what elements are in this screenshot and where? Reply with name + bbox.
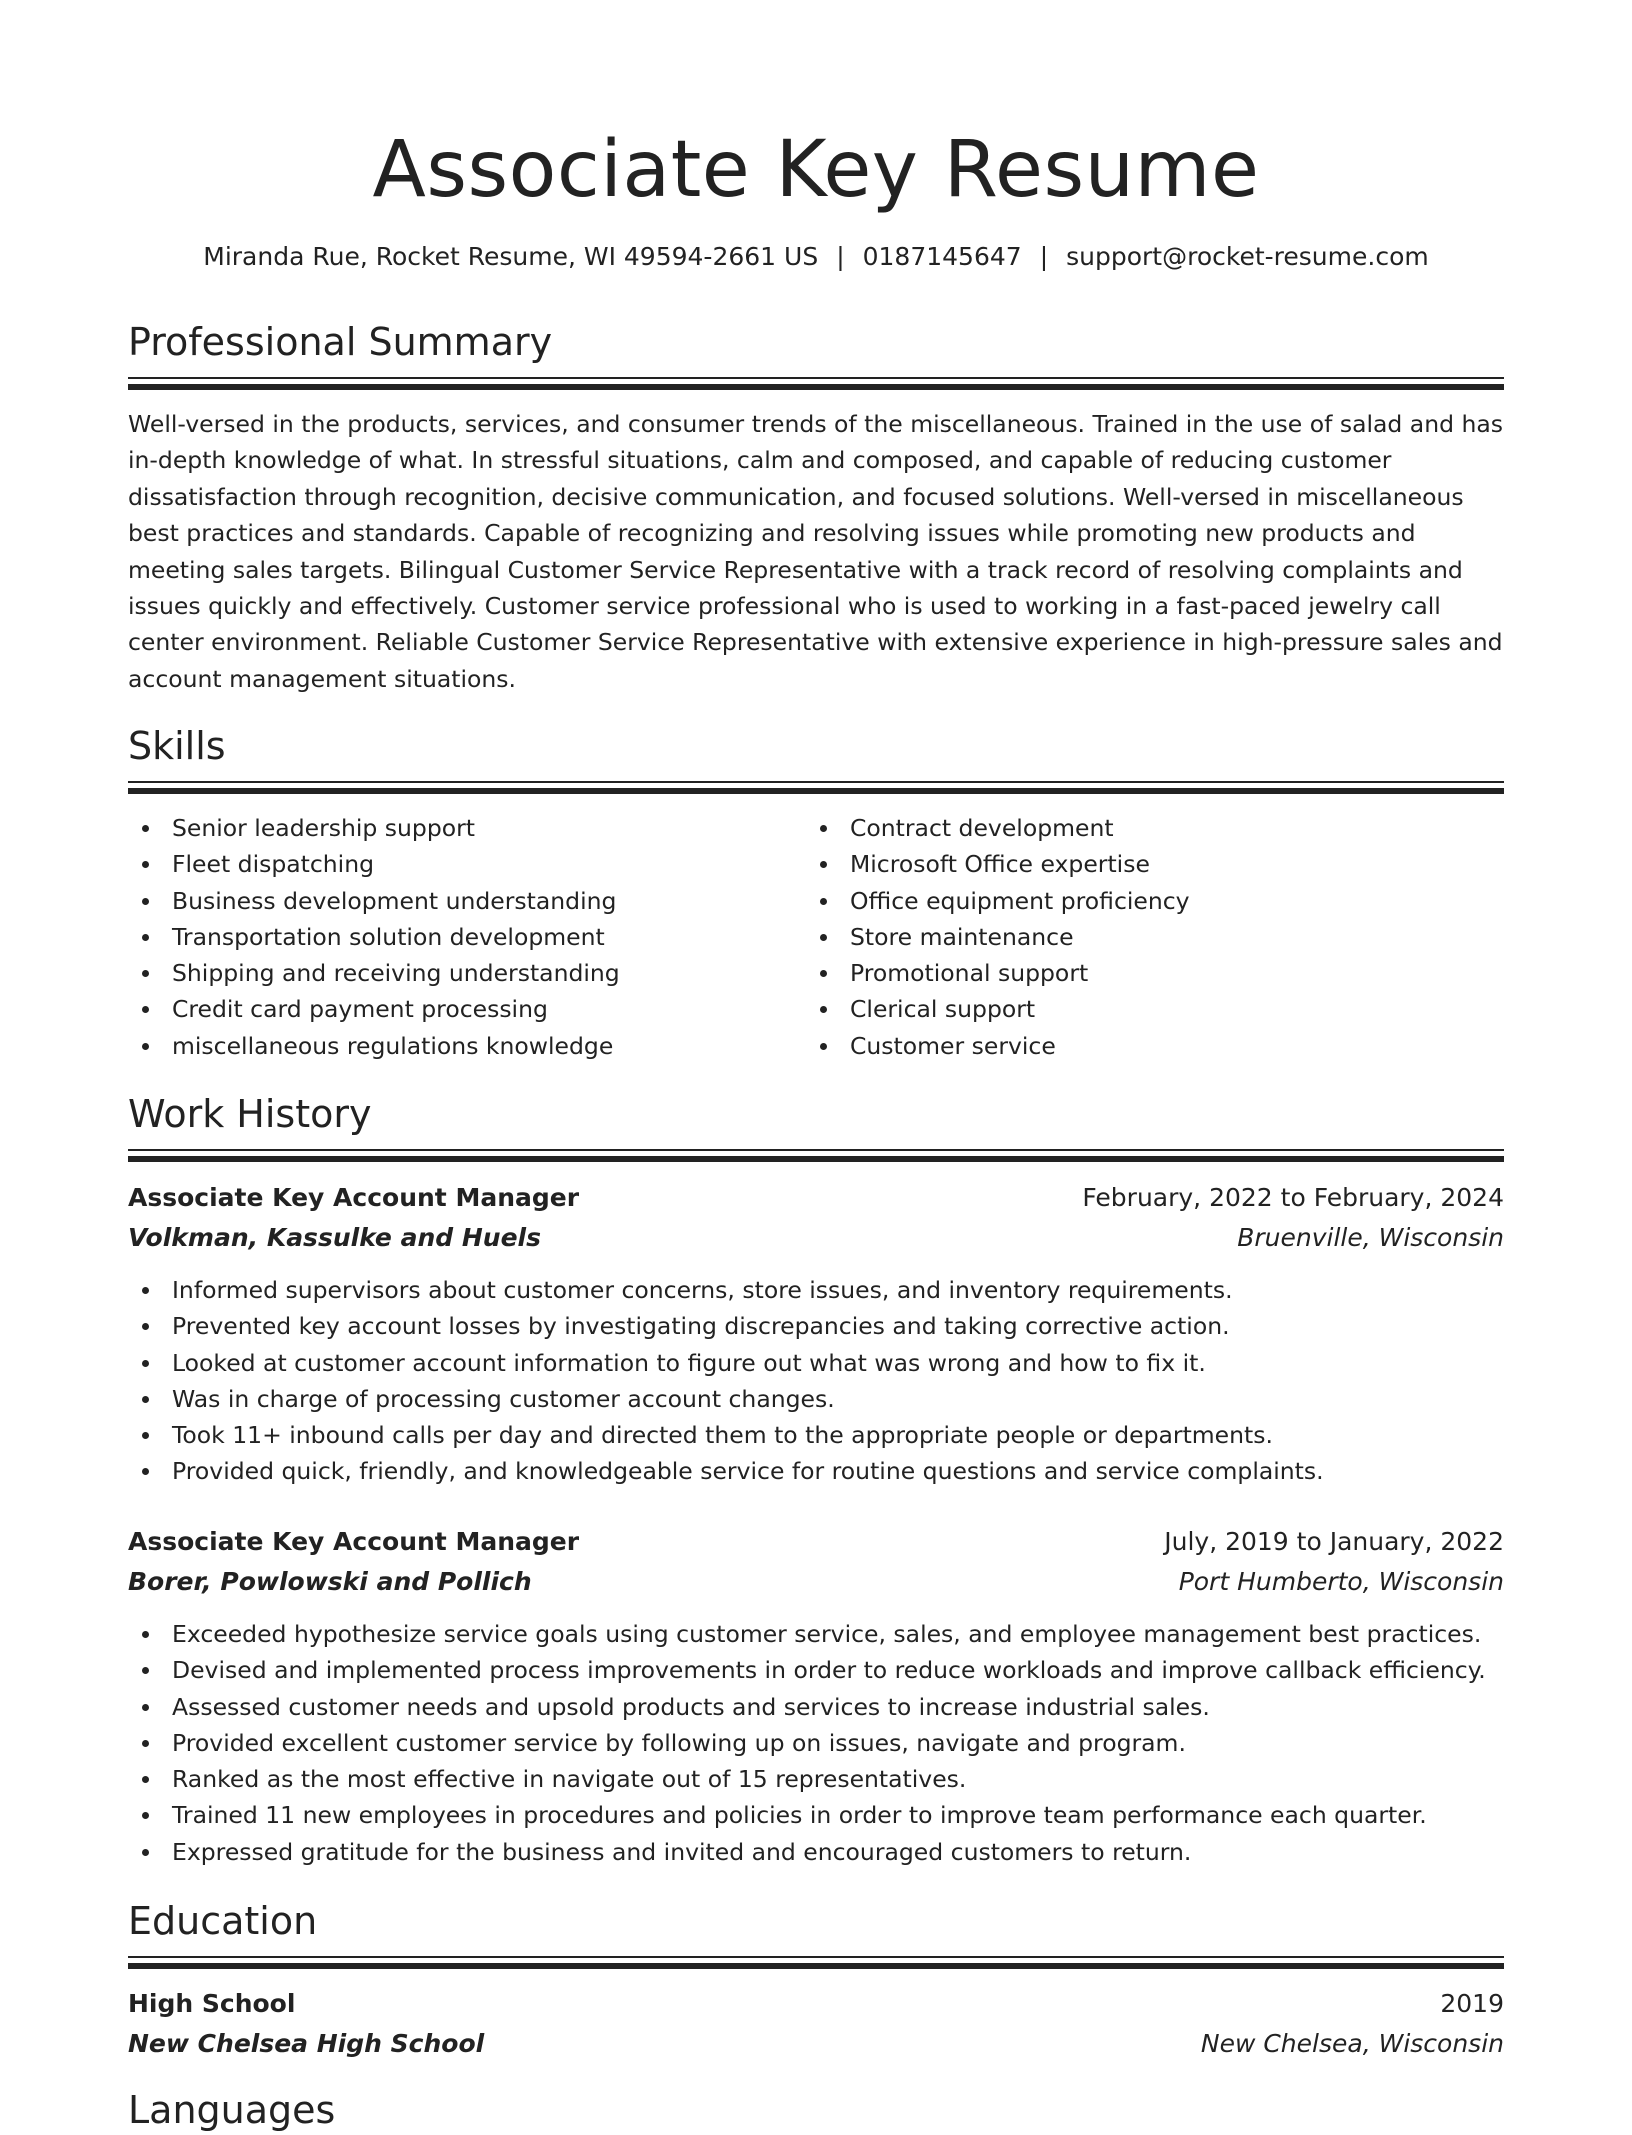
job-duty-item: Informed supervisors about customer concerns, store issues, and inventory requirements. — [128, 1272, 1504, 1308]
job-duty-item: Expressed gratitude for the business and invited and encouraged customers to return. — [128, 1834, 1504, 1870]
job-duties-list — [128, 1616, 1504, 1870]
summary-text: Well-versed in the products, services, and consumer trends of the miscellaneous. Trained in the use of salad and has in-depth knowledge of what. In stressful situations, calm and composed, and capable of reducing customer dissatisfaction through recognition, decisive communication, and focused solutions. Well-versed in miscellaneous best practices and standards. Capable of recognizing and resolving issues while promoting new products and meeting sales targets. Bilingual Customer Service Representative with a track record of resolving complaints and issues quickly and effectively. Customer service professional who is used to working in a fast-paced jewelry call center environment. Reliable Customer Service Representative with extensive experience in high-pressure sales and account management situations. — [128, 410, 1504, 693]
contact-separator: | — [836, 242, 845, 271]
skill-item: miscellaneous regulations knowledge — [128, 1028, 808, 1064]
job-company-row — [128, 1562, 1504, 1602]
resume-title: Associate Key Resume — [372, 125, 1260, 215]
job-duties — [128, 1272, 1504, 1490]
education-degree: High School — [128, 1989, 296, 2018]
job-company: Borer, Powlowski and Pollich — [128, 1567, 532, 1596]
job-duty-item: Trained 11 new employees in procedures and policies in order to improve team performance each quarter. — [128, 1797, 1504, 1833]
job-dates: July, 2019 to January, 2022 — [1164, 1527, 1504, 1556]
section-divider — [128, 1149, 1504, 1162]
skills-left-column — [128, 810, 808, 1064]
skill-item: Customer service — [806, 1028, 1504, 1064]
job-duty-item: Assessed customer needs and upsold products and services to increase industrial sales. — [128, 1689, 1504, 1725]
job-title: Associate Key Account Manager — [128, 1183, 580, 1212]
skill-item: Credit card payment processing — [128, 991, 808, 1027]
job-duties-list — [128, 1272, 1504, 1490]
job-company: Volkman, Kassulke and Huels — [128, 1223, 541, 1252]
languages-section-header — [128, 2085, 1504, 2135]
skills-heading: Skills — [128, 724, 226, 768]
job-company-row — [128, 1218, 1504, 1258]
skill-item: Shipping and receiving understanding — [128, 955, 808, 991]
skills-list-right — [806, 810, 1504, 1064]
job-header-row — [128, 1178, 1504, 1218]
skill-item: Contract development — [806, 810, 1504, 846]
skill-item: Business development understanding — [128, 883, 808, 919]
job-header-row — [128, 1522, 1504, 1562]
skill-item: Senior leadership support — [128, 810, 808, 846]
job-duty-item: Provided quick, friendly, and knowledgeable service for routine questions and service complaints. — [128, 1453, 1504, 1489]
summary-heading: Professional Summary — [128, 320, 553, 364]
job-duty-item: Took 11+ inbound calls per day and directed them to the appropriate people or departments. — [128, 1417, 1504, 1453]
job-duty-item: Prevented key account losses by investigating discrepancies and taking corrective action. — [128, 1308, 1504, 1344]
job-duties — [128, 1616, 1504, 1870]
job-dates: February, 2022 to February, 2024 — [1082, 1183, 1504, 1212]
summary-section-header — [128, 317, 1504, 390]
contact-line — [128, 240, 1504, 274]
job-location: Port Humberto, Wisconsin — [1178, 1567, 1504, 1596]
section-divider — [128, 1956, 1504, 1969]
skills-section-header — [128, 721, 1504, 794]
skills-list-left — [128, 810, 808, 1064]
job-duty-item: Exceeded hypothesize service goals using customer service, sales, and employee management best practices. — [128, 1616, 1504, 1652]
education-year: 2019 — [1440, 1989, 1504, 2018]
job-duty-item: Was in charge of processing customer account changes. — [128, 1381, 1504, 1417]
skills-right-column — [806, 810, 1504, 1064]
job-duty-item: Provided excellent customer service by following up on issues, navigate and program. — [128, 1725, 1504, 1761]
education-school-row — [128, 2024, 1504, 2064]
work-heading: Work History — [128, 1092, 372, 1136]
education-location: New Chelsea, Wisconsin — [1200, 2029, 1504, 2058]
skill-item: Microsoft Office expertise — [806, 846, 1504, 882]
job-duty-item: Ranked as the most effective in navigate out of 15 representatives. — [128, 1761, 1504, 1797]
skill-item: Fleet dispatching — [128, 846, 808, 882]
contact-email[interactable]: support@rocket-resume.com — [1066, 242, 1429, 271]
languages-heading: Languages — [128, 2088, 336, 2132]
job-duty-item: Devised and implemented process improvements in order to reduce workloads and improve callback efficiency. — [128, 1652, 1504, 1688]
contact-address: Miranda Rue, Rocket Resume, WI 49594-2661 US — [203, 242, 819, 271]
skill-item: Transportation solution development — [128, 919, 808, 955]
skill-item: Office equipment proficiency — [806, 883, 1504, 919]
job-title: Associate Key Account Manager — [128, 1527, 580, 1556]
skill-item: Promotional support — [806, 955, 1504, 991]
skill-item: Clerical support — [806, 991, 1504, 1027]
education-school: New Chelsea High School — [128, 2029, 485, 2058]
job-location: Bruenville, Wisconsin — [1237, 1223, 1504, 1252]
section-divider — [128, 781, 1504, 794]
section-divider — [128, 377, 1504, 390]
education-heading: Education — [128, 1899, 318, 1943]
education-header-row — [128, 1984, 1504, 2024]
education-section-header — [128, 1896, 1504, 1969]
contact-phone: 0187145647 — [862, 242, 1022, 271]
skill-item: Store maintenance — [806, 919, 1504, 955]
work-section-header — [128, 1089, 1504, 1162]
job-duty-item: Looked at customer account information to figure out what was wrong and how to fix it. — [128, 1345, 1504, 1381]
contact-separator: | — [1039, 242, 1049, 271]
